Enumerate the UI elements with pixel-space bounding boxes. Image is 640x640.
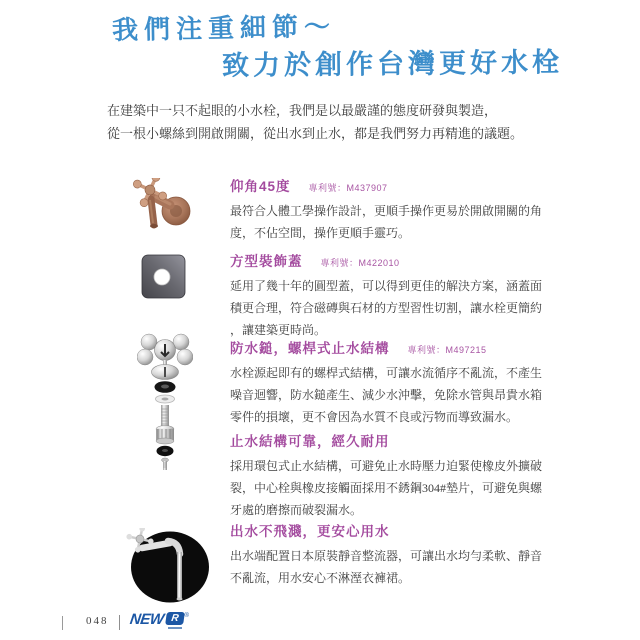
patent-number: 專利號：M437907 [308,183,388,193]
brand-logo-text: NEW [128,611,165,628]
page-edge-mark [62,616,63,630]
page-subtitle: 致力於創作台灣更好水栓 [221,47,564,82]
section-water-hammer [230,337,548,428]
intro-line-1: 在建築中一只不起眼的小水栓，我們是以最嚴謹的態度研發與製造， [107,103,498,118]
section-body: 水栓源起即有的螺桿式結構，可讓水流循序不亂流，不產生噪音迴響，防水鎚產生、減少水沖擊，免除水管與昂貴水箱零件的損壞，更不會因為水質不良或污物而導致漏水。 [230,366,543,424]
registered-mark: ® [184,613,189,619]
section-durable-structure [230,430,548,521]
exploded-valve-image [137,333,193,478]
section-title: 防水鎚，螺桿式止水結構 [230,341,390,356]
brand-logo-badge: R [165,612,185,625]
section-body: 出水端配置日本原裝靜音整流器，可讓出水均勻柔軟、靜音不亂流，用水安心不淋溼衣褲裙。 [230,549,543,585]
intro-paragraph [107,99,537,145]
section-square-cover [230,250,548,341]
brand-logo-subtext-bar [168,627,182,629]
brand-logo [130,612,189,629]
page-title: 我們注重細節～ [111,12,337,46]
section-body: 最符合人體工學操作設計，更順手操作更易於開啟開關的角度，不佔空間，操作更順手靈巧。 [230,204,543,240]
section-title: 方型裝飾蓋 [230,254,303,269]
section-angle-45 [230,175,548,244]
square-cover-image [141,254,187,305]
water-stream-image [124,528,214,611]
brand-logo-badge-wrap [166,612,184,629]
patent-number: 專利號：M422010 [320,258,400,268]
section-body: 採用環包式止水結構，可避免止水時壓力迫緊使橡皮外擴破裂，中心栓與橡皮接觸面採用不銹鋼304#墊片，可避免與螺牙處的磨擦而破裂漏水。 [230,459,543,517]
section-title: 仰角45度 [230,179,291,194]
bronze-faucet-45-image [130,178,192,241]
intro-line-2: 從一根小螺絲到開啟開關，從出水到止水，都是我們努力再精進的議題。 [107,126,524,141]
section-body: 延用了幾十年的圓型蓋，可以得到更佳的解決方案，涵蓋面積更合理，符合磁磚與石材的方型習性切割，讓水栓更簡約，讓建築更時尚。 [230,279,543,337]
section-title: 出水不飛濺，更安心用水 [230,524,390,539]
page-number: 048 [86,615,109,627]
section-title: 止水結構可靠，經久耐用 [230,434,390,449]
footer-divider [119,615,120,630]
section-no-splash [230,520,548,589]
patent-number: 專利號：M497215 [407,345,487,355]
